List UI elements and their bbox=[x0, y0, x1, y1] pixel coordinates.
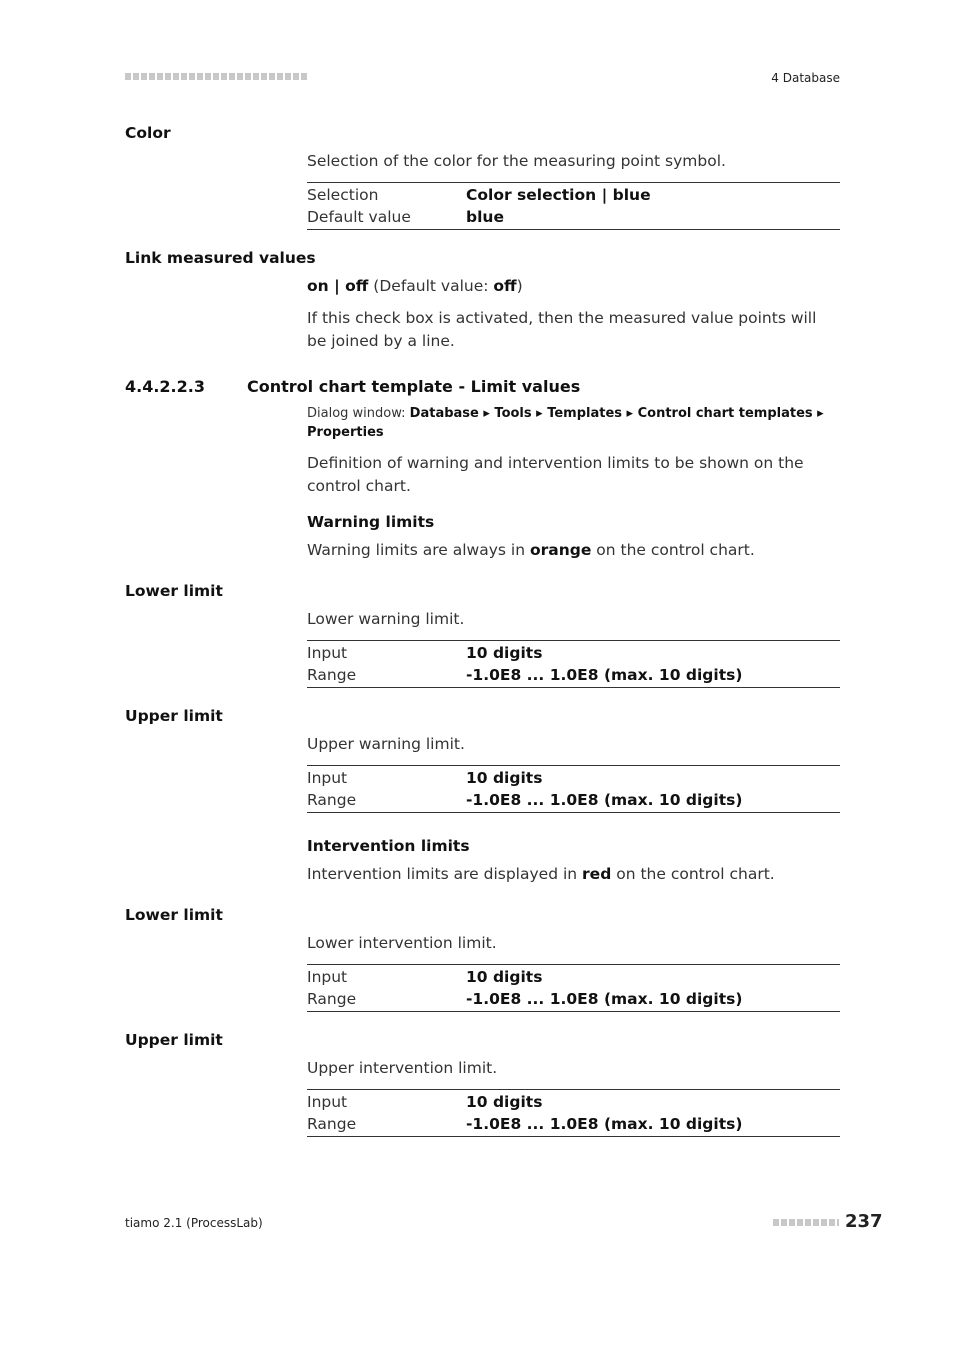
table-row bbox=[307, 664, 840, 686]
term-color: Color bbox=[125, 124, 171, 142]
table-key: Input bbox=[307, 968, 348, 986]
table-row bbox=[307, 1091, 840, 1113]
table-key: Input bbox=[307, 644, 348, 662]
default-prefix: (Default value: bbox=[368, 277, 494, 295]
table-row bbox=[307, 184, 840, 206]
color-description: Selection of the color for the measuring point symbol. bbox=[307, 152, 726, 170]
table-row bbox=[307, 767, 840, 789]
table-value: 10 digits bbox=[466, 1093, 543, 1111]
intervention-color: red bbox=[582, 865, 612, 883]
table-value: -1.0E8 ... 1.0E8 (max. 10 digits) bbox=[466, 791, 743, 809]
intervention-upper-description: Upper intervention limit. bbox=[307, 1059, 498, 1077]
intervention-desc-post: on the control chart. bbox=[611, 865, 775, 883]
table-key: Default value bbox=[307, 208, 411, 226]
table-key: Range bbox=[307, 666, 357, 684]
warning-color: orange bbox=[529, 541, 592, 559]
warning-upper-description: Upper warning limit. bbox=[307, 735, 465, 753]
option-separator: | bbox=[328, 277, 346, 295]
term-intervention-lower-limit: Lower limit bbox=[125, 906, 223, 924]
table-value: blue bbox=[466, 208, 504, 226]
table-key: Selection bbox=[307, 186, 379, 204]
table-row bbox=[307, 789, 840, 811]
intervention-desc-pre: Intervention limits are displayed in bbox=[307, 865, 583, 883]
term-intervention-upper-limit: Upper limit bbox=[125, 1031, 223, 1049]
table-key: Range bbox=[307, 990, 357, 1008]
intervention-lower-table bbox=[307, 964, 840, 1012]
warning-desc-pre: Warning limits are always in bbox=[307, 541, 530, 559]
table-row bbox=[307, 206, 840, 228]
link-description: If this check box is activated, then the measured value points will be joined by a line. bbox=[307, 309, 817, 350]
intervention-limits-title: Intervention limits bbox=[307, 837, 470, 855]
warning-limits-description bbox=[307, 539, 840, 562]
section-title: Control chart template - Limit values bbox=[247, 377, 581, 396]
dialog-path: Database ▸ Tools ▸ Templates ▸ Control chart templates ▸ Properties bbox=[307, 406, 824, 440]
warning-upper-table bbox=[307, 765, 840, 813]
term-warning-upper-limit: Upper limit bbox=[125, 707, 223, 725]
table-row bbox=[307, 1113, 840, 1135]
color-parameter-table bbox=[307, 182, 840, 230]
footer-decoration bbox=[773, 1219, 839, 1226]
table-value: -1.0E8 ... 1.0E8 (max. 10 digits) bbox=[466, 666, 743, 684]
table-key: Input bbox=[307, 1093, 348, 1111]
warning-desc-post: on the control chart. bbox=[591, 541, 755, 559]
term-warning-lower-limit: Lower limit bbox=[125, 582, 223, 600]
warning-lower-table bbox=[307, 640, 840, 688]
section-description: Definition of warning and intervention limits to be shown on the control chart. bbox=[307, 454, 804, 495]
table-value: 10 digits bbox=[466, 644, 543, 662]
intervention-lower-description: Lower intervention limit. bbox=[307, 934, 497, 952]
footer-product: tiamo 2.1 (ProcessLab) bbox=[125, 1216, 263, 1230]
table-value: -1.0E8 ... 1.0E8 (max. 10 digits) bbox=[466, 990, 743, 1008]
warning-lower-description: Lower warning limit. bbox=[307, 610, 465, 628]
table-value: 10 digits bbox=[466, 769, 543, 787]
page-number: 237 bbox=[845, 1211, 883, 1232]
link-options bbox=[307, 275, 840, 298]
default-value: off bbox=[493, 277, 517, 295]
table-value: 10 digits bbox=[466, 968, 543, 986]
table-row bbox=[307, 966, 840, 988]
table-key: Range bbox=[307, 1115, 357, 1133]
dialog-window-path bbox=[307, 404, 840, 442]
table-row bbox=[307, 642, 840, 664]
section-number: 4.4.2.2.3 bbox=[125, 377, 205, 396]
table-key: Range bbox=[307, 791, 357, 809]
table-key: Input bbox=[307, 769, 348, 787]
header-decoration bbox=[125, 73, 307, 80]
option-off: off bbox=[345, 277, 369, 295]
option-on: on bbox=[307, 277, 329, 295]
intervention-limits-description bbox=[307, 863, 840, 886]
header-chapter: 4 Database bbox=[771, 71, 840, 85]
dialog-prefix: Dialog window: bbox=[307, 406, 410, 421]
table-value: Color selection | blue bbox=[466, 186, 651, 204]
default-suffix: ) bbox=[516, 277, 523, 295]
warning-limits-title: Warning limits bbox=[307, 513, 435, 531]
term-link-measured-values: Link measured values bbox=[125, 249, 316, 267]
table-row bbox=[307, 988, 840, 1010]
table-value: -1.0E8 ... 1.0E8 (max. 10 digits) bbox=[466, 1115, 743, 1133]
intervention-upper-table bbox=[307, 1089, 840, 1137]
